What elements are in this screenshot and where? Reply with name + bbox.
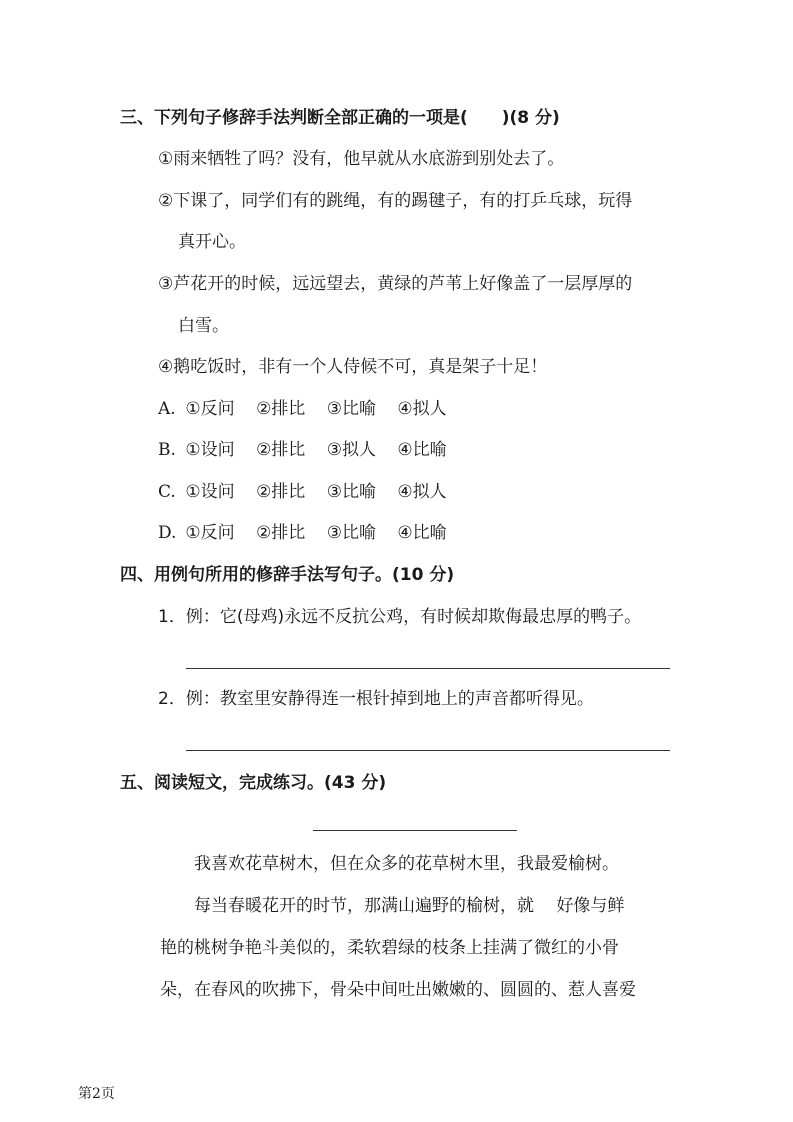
option-item: ③比喻 [326, 482, 376, 502]
question-2: 2．例：教室里安静得连一根针掉到地上的声音都听得见。 [158, 689, 594, 709]
page-number: 第2页 [78, 1086, 115, 1102]
option-letter: D. [158, 523, 177, 543]
option-item: ①反问 [185, 399, 235, 419]
answer-line-1[interactable] [186, 668, 670, 669]
option-item: ①设问 [185, 482, 235, 502]
option-item: ①反问 [185, 523, 235, 543]
sentence-4: ④鹅吃饭时，非有一个人侍候不可，真是架子十足！ [158, 357, 548, 377]
section4-title: 四、用例句所用的修辞手法写句子。(10 分) [120, 565, 455, 585]
option-item: ③比喻 [326, 399, 376, 419]
passage-paragraph-1: 我喜欢花草树木，但在众多的花草树木里，我最爱榆树。 [194, 854, 619, 874]
question-1: 1．例：它(母鸡)永远不反抗公鸡，有时候却欺侮最忠厚的鸭子。 [158, 607, 642, 627]
option-item: ②排比 [256, 523, 306, 543]
sentence-3-cont: 白雪。 [178, 316, 229, 336]
option-letter: C. [158, 482, 176, 502]
option-item: ②排比 [256, 399, 306, 419]
sentence-3: ③芦花开的时候，远远望去，黄绿的芦苇上好像盖了一层厚厚的 [158, 274, 633, 294]
option-letter: A. [158, 399, 176, 419]
section3-title: 三、下列句子修辞手法判断全部正确的一项是( )(8 分) [120, 108, 560, 128]
option-item: ④比喻 [397, 440, 447, 460]
option-item: ③拟人 [326, 440, 376, 460]
passage-paragraph-2-line-3: 朵，在春风的吹拂下，骨朵中间吐出嫩嫩的、圆圆的、惹人喜爱 [160, 980, 636, 1000]
option-item: ④拟人 [397, 399, 447, 419]
option-a[interactable] [158, 397, 463, 421]
answer-line-2[interactable] [186, 750, 670, 751]
section5-title: 五、阅读短文，完成练习。(43 分) [120, 773, 387, 793]
passage-title-blank[interactable] [313, 830, 517, 831]
sentence-2: ②下课了，同学们有的跳绳，有的踢毽子，有的打乒乓球，玩得 [158, 191, 633, 211]
option-item: ④比喻 [397, 523, 447, 543]
option-item: ②排比 [256, 482, 306, 502]
option-item: ①设问 [185, 440, 235, 460]
option-item: ②排比 [256, 440, 306, 460]
passage-paragraph-2-line-2: 艳的桃树争艳斗美似的，柔软碧绿的枝条上挂满了微红的小骨 [160, 938, 619, 958]
option-letter: B. [158, 440, 176, 460]
sentence-2-cont: 真开心。 [178, 232, 246, 252]
passage-paragraph-2: 每当春暖花开的时节，那满山遍野的榆树，就 好像与鲜 [194, 896, 625, 916]
option-c[interactable] [158, 480, 463, 504]
option-b[interactable] [158, 438, 463, 462]
sentence-1: ①雨来牺牲了吗？没有，他早就从水底游到别处去了。 [158, 149, 565, 169]
option-d[interactable] [158, 521, 463, 545]
option-item: ④拟人 [397, 482, 447, 502]
option-item: ③比喻 [326, 523, 376, 543]
